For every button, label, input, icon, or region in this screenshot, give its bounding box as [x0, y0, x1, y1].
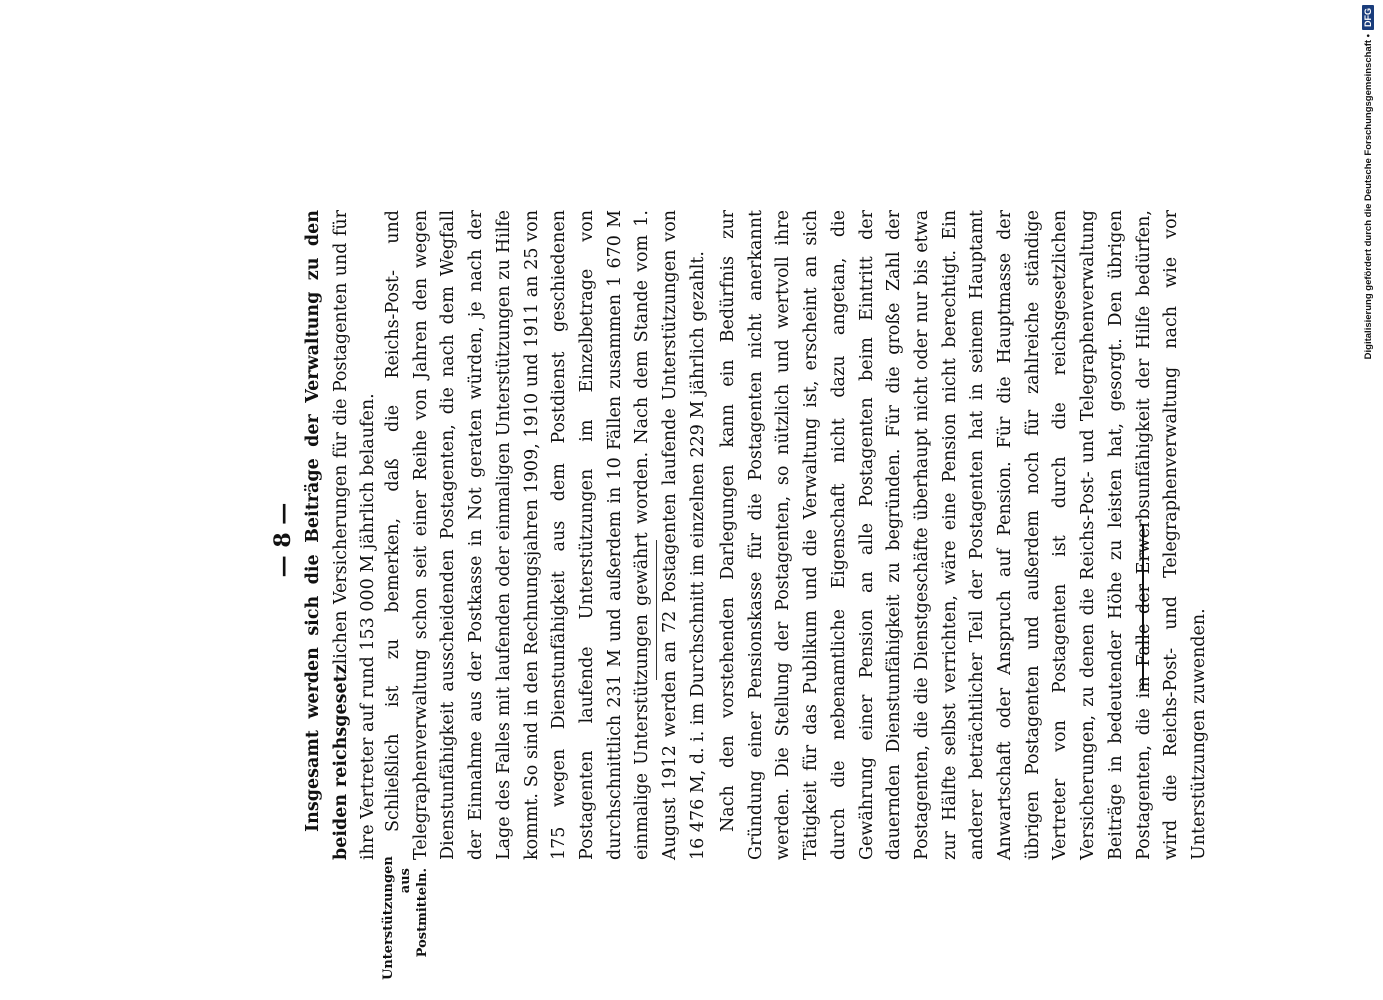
margin-note	[380, 856, 431, 980]
paragraph-lead: Insgesamt werden sich die Beiträge der Verwaltung zu den beiden reichsgesetz	[303, 210, 351, 860]
paragraph-text: Schließlich ist zu bemerken, daß die Reichs-Post- und Telegraphenverwaltung schon seit einer Reihe von Jahren den wegen Dienstunfähigkeit ausscheidenden Postagenten, die nach dem Wegfall der Einnahme aus der Postkasse in Not geraten würden, je nach der Lage des Falles mit laufenden oder einmaligen Unterstützungen zu Hilfe kommt. So sind in den Rechnungsjahren 1909, 1910 und 1911 an 25 von 175 wegen Dienstunfähigkeit aus dem Postdienst geschiedenen Postagenten laufende Unterstützungen im Einzelbetrage von durchschnittlich 231 M und außerdem in 10 Fällen zusammen 1 670 M einmalige Unterstützungen gewährt worden. Nach dem Stande vom 1. August 1912 werden an 72 Postagenten laufende Unterstützungen von 16 476 M, d. i. im Durchschnitt im einzelnen 229 M jährlich gezahlt.	[383, 210, 708, 860]
dfg-logo: DFG	[1362, 5, 1374, 30]
credit-text: Digitalisierung gefördert durch die Deutsche Forschungsgemeinschaft •	[1362, 34, 1374, 360]
paragraph-text: Nach den vorstehenden Darlegungen kann ein Bedürfnis zur Gründung einer Pensionskasse für die Postagenten nicht anerkannt werden. Die Stellung der Postagenten, so nützlich und wertvoll ihre Tätigkeit für das Publikum und die Verwaltung ist, erscheint an sich durch die nebenamtliche Eigenschaft nicht dazu angetan, die Gewährung einer Pension an alle Postagenten beim Eintritt der dauernden Dienstunfähigkeit zu begründen. Für die große Zahl der Postagenten, die die Dienstgeschäfte überhaupt nicht oder nur bis etwa zur Hälfte selbst verrichten, wäre eine Pension nicht berechtigt. Ein anderer beträchtlicher Teil der Postagenten hat in seinem Hauptamt Anwartschaft oder Anspruch auf Pension. Für die Hauptmasse der übrigen Postagenten und außerdem noch für zahlreiche ständige Vertreter von Postagenten ist durch die reichsgesetzlichen Versicherungen, zu denen die Reichs-Post- und Telegraphenverwaltung Beiträge in bedeutender Höhe zu leisten hat, gesorgt. Den übrigen Postagenten, die im Falle der Erwerbsunfähigkeit der Hilfe bedürfen, wird die Reichs-Post- und Telegraphenverwaltung nach wie vor Unterstützungen zuwenden.	[718, 210, 1209, 860]
paragraph-text: lichen Versicherungen für die Postagenten und für ihre Vertreter auf rund 153 000 M jährlich belaufen.	[330, 210, 379, 860]
digitization-credit	[1353, 5, 1383, 405]
paragraph-contributions	[300, 210, 383, 860]
margin-note-line: aus Postmitteln.	[398, 868, 430, 958]
section-divider	[656, 540, 657, 680]
page-number: — 8 —	[270, 502, 296, 578]
paragraph-support	[380, 210, 712, 860]
scanned-page	[270, 100, 1209, 980]
end-rule	[1142, 525, 1144, 690]
margin-note-line: Unterstützungen	[381, 856, 396, 980]
paragraph-conclusion	[715, 210, 1214, 860]
